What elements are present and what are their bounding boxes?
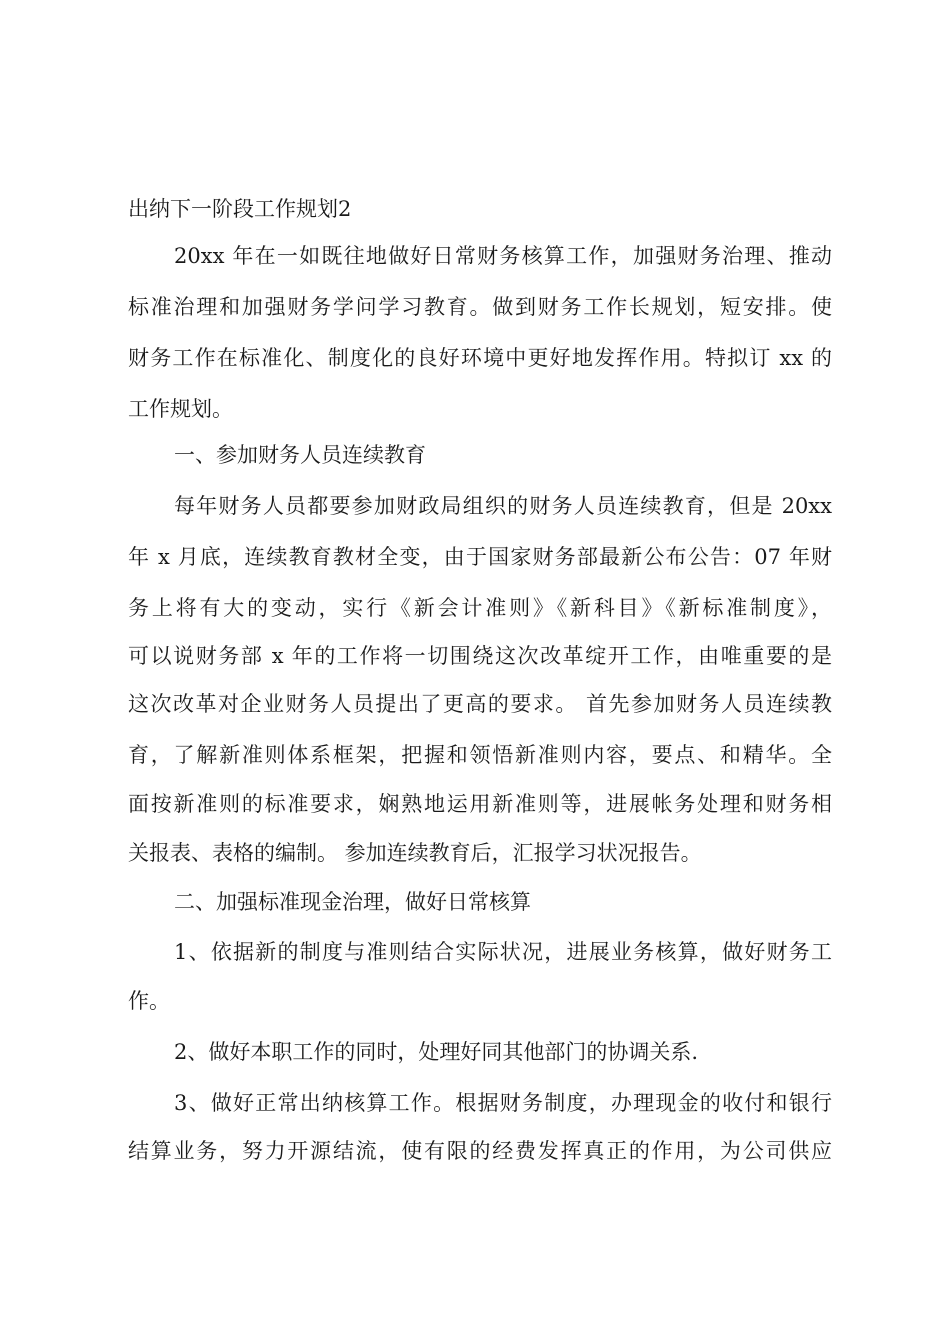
paragraph-line: 每年财务人员都要参加财政局组织的财务人员连续教育，但是 20xx (174, 494, 832, 518)
paragraph-line: 这次改革对企业财务人员提出了更高的要求。 首先参加财务人员连续教 (128, 692, 832, 716)
list-item-line: 3、做好正常出纳核算工作。根据财务制度，办理现金的收付和银行 (174, 1091, 832, 1115)
section-heading: 二、加强标准现金治理，做好日常核算 (174, 890, 531, 914)
list-item-line: 1、依据新的制度与准则结合实际状况，进展业务核算，做好财务工 (174, 940, 832, 964)
list-item-line: 结算业务，努力开源结流，使有限的经费发挥真正的作用，为公司供应 (128, 1139, 832, 1163)
list-item-line: 2、做好本职工作的同时，处理好同其他部门的协调关系. (174, 1040, 699, 1064)
paragraph-line: 标准治理和加强财务学问学习教育。做到财务工作长规划，短安排。使 (128, 295, 832, 319)
paragraph-line: 可以说财务部 x 年的工作将一切围绕这次改革绽开工作，由唯重要的是 (128, 644, 832, 668)
document-title: 出纳下一阶段工作规划2 (128, 197, 352, 221)
paragraph-line: 年 x 月底，连续教育教材全变，由于国家财务部最新公布公告：07 年财 (128, 545, 832, 569)
section-heading: 一、参加财务人员连续教育 (174, 443, 426, 467)
paragraph-line: 关报表、表格的编制。 参加连续教育后，汇报学习状况报告。 (128, 841, 702, 865)
list-item-line: 作。 (128, 989, 170, 1013)
paragraph-line: 财务工作在标准化、制度化的良好环境中更好地发挥作用。特拟订 xx 的 (128, 346, 832, 370)
paragraph-line: 20xx 年在一如既往地做好日常财务核算工作，加强财务治理、推动 (174, 244, 832, 268)
paragraph-line: 工作规划。 (128, 397, 233, 421)
paragraph-line: 育，了解新准则体系框架，把握和领悟新准则内容，要点、和精华。全 (128, 743, 832, 767)
paragraph-line: 面按新准则的标准要求，娴熟地运用新准则等，进展帐务处理和财务相 (128, 792, 832, 816)
paragraph-line: 务上将有大的变动，实行《新会计准则》《新科目》《新标准制度》， (128, 596, 832, 620)
